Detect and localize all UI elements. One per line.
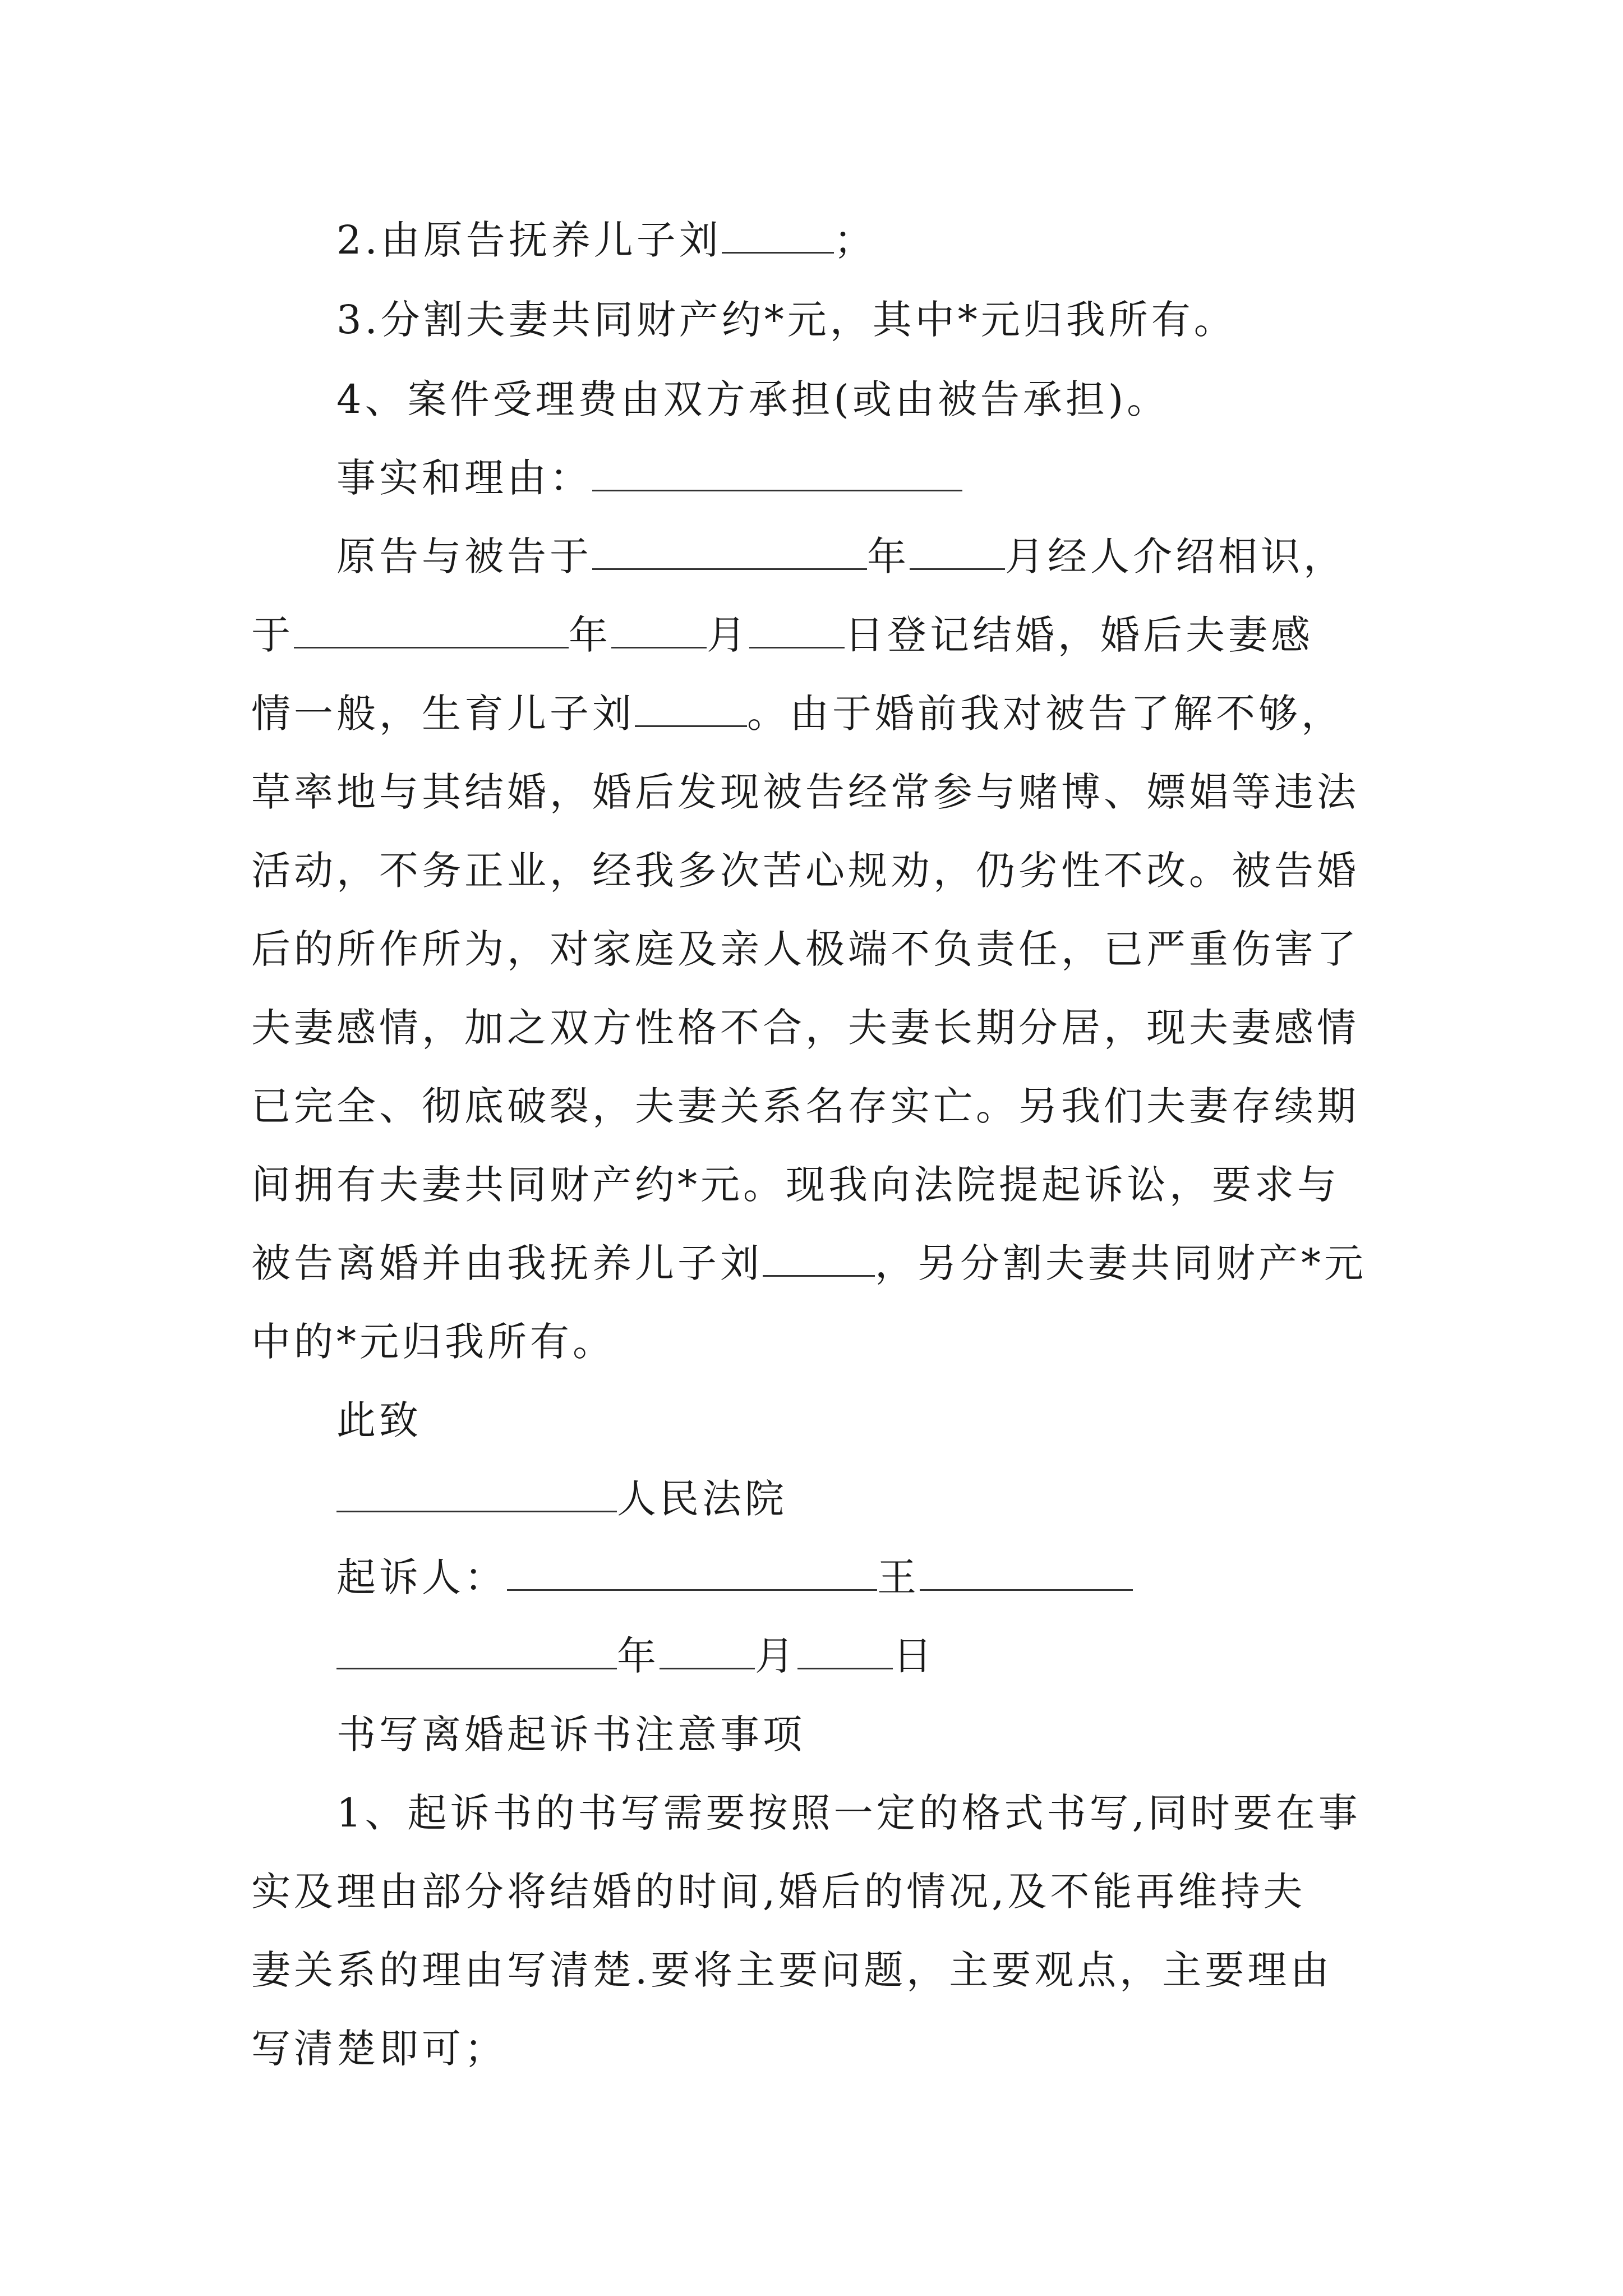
- facts-line-2-c: 月: [707, 612, 749, 658]
- facts-line-9: 间拥有夫妻共同财产约*元。现我向法院提起诉讼，要求与: [251, 1162, 1340, 1208]
- facts-line-3: [251, 688, 1344, 739]
- facts-line-2-b: 年: [569, 612, 611, 658]
- facts-line-10-b: ，另分割夫妻共同财产*元: [875, 1240, 1367, 1286]
- plaintiff-name: 王: [877, 1554, 920, 1600]
- court-label: 人民法院: [617, 1476, 787, 1522]
- court-line: [336, 1473, 787, 1525]
- date-year: 年: [617, 1633, 660, 1679]
- facts-line-2: [251, 609, 1313, 661]
- facts-line-1-c: 月经人介绍相识，: [1005, 533, 1346, 579]
- date-month: 月: [755, 1633, 797, 1679]
- plaintiff-label: 起诉人：: [336, 1554, 507, 1600]
- facts-line-5: 活动，不务正业，经我多次苦心规劝，仍劣性不改。被告婚: [251, 848, 1359, 894]
- blank-field: [910, 535, 1005, 570]
- blank-field: [592, 535, 867, 570]
- facts-line-2-a: 于: [251, 612, 294, 658]
- notes-p1-line-1: 1、起诉书的书写需要按照一定的格式书写,同时要在事: [336, 1790, 1361, 1836]
- facts-line-4: 草率地与其结婚，婚后发现被告经常参与赌博、嫖娼等违法: [251, 769, 1359, 815]
- blank-field: [797, 1634, 893, 1669]
- facts-line-8: 已完全、彻底破裂，夫妻关系名存实亡。另我们夫妻存续期: [251, 1083, 1359, 1129]
- blank-field: [611, 613, 707, 648]
- facts-line-2-d: 日登记结婚，婚后夫妻感: [845, 612, 1313, 658]
- notes-p1-line-3: 妻关系的理由写清楚.要将主要问题，主要观点，主要理由: [251, 1947, 1333, 1993]
- blank-field: [507, 1556, 877, 1591]
- claim-item-3: 3.分割夫妻共同财产约*元，其中*元归我所有。: [336, 297, 1237, 343]
- blank-field: [592, 456, 962, 491]
- blank-field: [635, 692, 747, 727]
- facts-line-11: 中的*元归我所有。: [251, 1319, 615, 1365]
- blank-field: [749, 613, 845, 648]
- date-day: 日: [893, 1633, 935, 1679]
- facts-heading: [336, 452, 962, 504]
- facts-line-7: 夫妻感情，加之双方性格不合，夫妻长期分居，现夫妻感情: [251, 1005, 1359, 1051]
- salutation: 此致: [336, 1397, 422, 1443]
- claim-item-2: [336, 214, 877, 266]
- notes-heading: 书写离婚起诉书注意事项: [336, 1711, 805, 1757]
- facts-line-6: 后的所作所为，对家庭及亲人极端不负责任，已严重伤害了: [251, 926, 1359, 972]
- facts-line-1-b: 年: [867, 533, 910, 579]
- facts-line-1: [336, 531, 1346, 582]
- claim-item-2-text: 2.由原告抚养儿子刘: [336, 217, 722, 263]
- blank-field: [722, 218, 834, 254]
- date-line: [336, 1630, 935, 1682]
- claim-item-4: 4、案件受理费由双方承担(或由被告承担)。: [336, 376, 1170, 422]
- plaintiff-line: [336, 1552, 1133, 1603]
- blank-field: [920, 1556, 1133, 1591]
- notes-p1-line-4: 写清楚即可；: [251, 2026, 507, 2072]
- facts-line-1-a: 原告与被告于: [336, 533, 592, 579]
- claim-item-2-suffix: ；: [833, 217, 877, 263]
- facts-line-10: [251, 1237, 1367, 1289]
- blank-field: [336, 1634, 617, 1669]
- blank-field: [660, 1634, 755, 1669]
- facts-line-3-a: 情一般，生育儿子刘: [251, 691, 635, 737]
- blank-field: [336, 1477, 617, 1512]
- facts-line-3-b: 。由于婚前我对被告了解不够，: [747, 691, 1344, 737]
- facts-heading-label: 事实和理由：: [336, 455, 592, 501]
- facts-line-10-a: 被告离婚并由我抚养儿子刘: [251, 1240, 763, 1286]
- blank-field: [294, 613, 569, 648]
- notes-p1-line-2: 实及理由部分将结婚的时间,婚后的情况,及不能再维持夫: [251, 1869, 1306, 1915]
- blank-field: [763, 1241, 875, 1277]
